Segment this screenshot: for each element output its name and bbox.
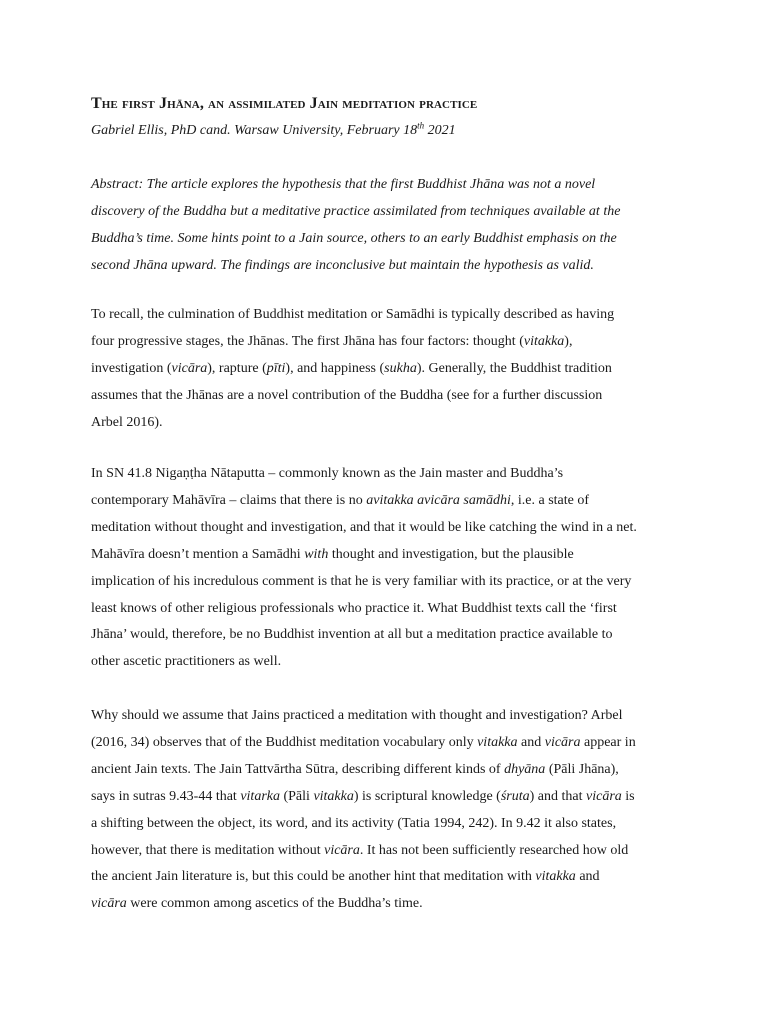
text-run: (Pāli: [279, 788, 314, 804]
paper-title: The first Jhāna, an assimilated Jain meditation practice: [91, 95, 478, 112]
text-run: , i.e. a state of: [510, 492, 590, 508]
abstract-line: discovery of the Buddha but a meditative practice assimilated from techniques available at the: [91, 203, 621, 219]
body-line: Arbel 2016).: [91, 414, 163, 430]
text-run: contemporary Mahāvīra – claims that there is no: [91, 492, 367, 508]
body-line: Jhāna’ would, therefore, be no Buddhist invention at all but a meditation practice available to: [91, 627, 613, 643]
body-line: [91, 757, 681, 784]
italic-term: vicāra: [544, 734, 581, 750]
italic-term: pīti: [266, 360, 286, 376]
body-paragraph-1: [91, 302, 681, 437]
abstract-line: Buddha’s time. Some hints point to a Jain source, others to an early Buddhist emphasis on the: [91, 230, 617, 246]
abstract-paragraph: [91, 172, 681, 280]
text-run: appear in: [580, 734, 636, 750]
text-run: ), rapture (: [207, 360, 267, 376]
body-line: [91, 864, 681, 891]
author-text: Gabriel Ellis, PhD cand. Warsaw University, February 18: [91, 123, 418, 138]
text-run: however, that there is meditation without: [91, 842, 325, 858]
date-ordinal: th: [417, 120, 425, 131]
text-run: (Pāli Jhāna),: [545, 761, 619, 777]
text-run: says in sutras 9.43-44 that: [91, 788, 241, 804]
italic-term: vicāra: [586, 788, 622, 804]
text-run: the ancient Jain literature is, but this could be another hint that meditation with: [91, 869, 536, 885]
body-line: [91, 784, 681, 811]
italic-term: vitarka: [240, 788, 280, 804]
body-line: implication of his incredulous comment is that he is very familiar with its practice, or at the very: [91, 573, 632, 589]
italic-term: vicāra: [171, 360, 208, 376]
text-run: ), and happiness (: [285, 360, 385, 376]
italic-term: śruta: [500, 788, 530, 804]
body-paragraph-2: [91, 461, 681, 676]
body-line: [91, 356, 681, 383]
text-run: (2016, 34) observes that of the Buddhist meditation vocabulary only: [91, 734, 478, 750]
text-run: is: [621, 788, 635, 804]
italic-term: dhyāna: [504, 761, 546, 777]
body-line: other ascetic practitioners as well.: [91, 654, 282, 670]
body-line: [91, 891, 681, 918]
text-run: and: [517, 734, 545, 750]
body-line: least knows of other religious professionals who practice it. What Buddhist texts call the ‘first: [91, 600, 617, 616]
body-line: In SN 41.8 Nigaṇṭha Nātaputta – commonly known as the Jain master and Buddha’s: [91, 466, 564, 481]
body-line: To recall, the culmination of Buddhist meditation or Samādhi is typically described as having: [91, 307, 615, 322]
body-line: [91, 838, 681, 865]
text-run: and: [575, 869, 600, 885]
italic-term: vitakka: [477, 734, 518, 750]
body-line: [91, 542, 681, 569]
text-run: four progressive stages, the Jhānas. The first Jhāna has four factors: thought (: [91, 333, 524, 349]
text-run: Mahāvīra doesn’t mention a Samādhi: [91, 546, 305, 562]
text-run: ),: [564, 333, 573, 349]
italic-term: vitakka: [313, 788, 354, 804]
italic-term: with: [304, 546, 329, 562]
text-run: ) and that: [529, 788, 586, 804]
body-line: a shifting between the object, its word, and its activity (Tatia 1994, 242). In 9.42 it also states,: [91, 815, 617, 831]
abstract-line: Abstract: The article explores the hypothesis that the first Buddhist Jhāna was not a novel: [91, 177, 596, 192]
italic-term: vitakka: [523, 333, 565, 349]
body-paragraph-3: [91, 703, 681, 918]
body-line: meditation without thought and investigation, and that it would be like catching the wind in a net.: [91, 519, 637, 535]
text-run: ancient Jain texts. The Jain Tattvārtha Sūtra, describing different kinds of: [91, 761, 505, 777]
italic-term: sukha: [384, 360, 417, 376]
body-line: [91, 329, 681, 356]
text-run: . It has not been sufficiently researched how old: [359, 842, 629, 858]
italic-term: vicāra: [324, 842, 360, 858]
text-run: investigation (: [91, 360, 172, 376]
text-run: ). Generally, the Buddhist tradition: [416, 360, 612, 376]
body-line: [91, 488, 681, 515]
author-line: [91, 121, 691, 141]
italic-term: vicāra: [91, 896, 127, 912]
body-line: [91, 730, 681, 757]
text-run: thought and investigation, but the plausible: [328, 546, 574, 562]
body-line: assumes that the Jhānas are a novel contribution of the Buddha (see for a further discussion: [91, 387, 603, 403]
italic-term: vitakka: [535, 869, 576, 885]
text-run: were common among ascetics of the Buddha’s time.: [126, 896, 423, 912]
abstract-line: second Jhāna upward. The findings are inconclusive but maintain the hypothesis as valid.: [91, 257, 594, 273]
text-run: ) is scriptural knowledge (: [353, 788, 501, 804]
body-line: Why should we assume that Jains practiced a meditation with thought and investigation? Arbel: [91, 708, 623, 723]
author-year: 2021: [424, 123, 456, 138]
italic-term: avitakka avicāra samādhi: [366, 492, 511, 508]
